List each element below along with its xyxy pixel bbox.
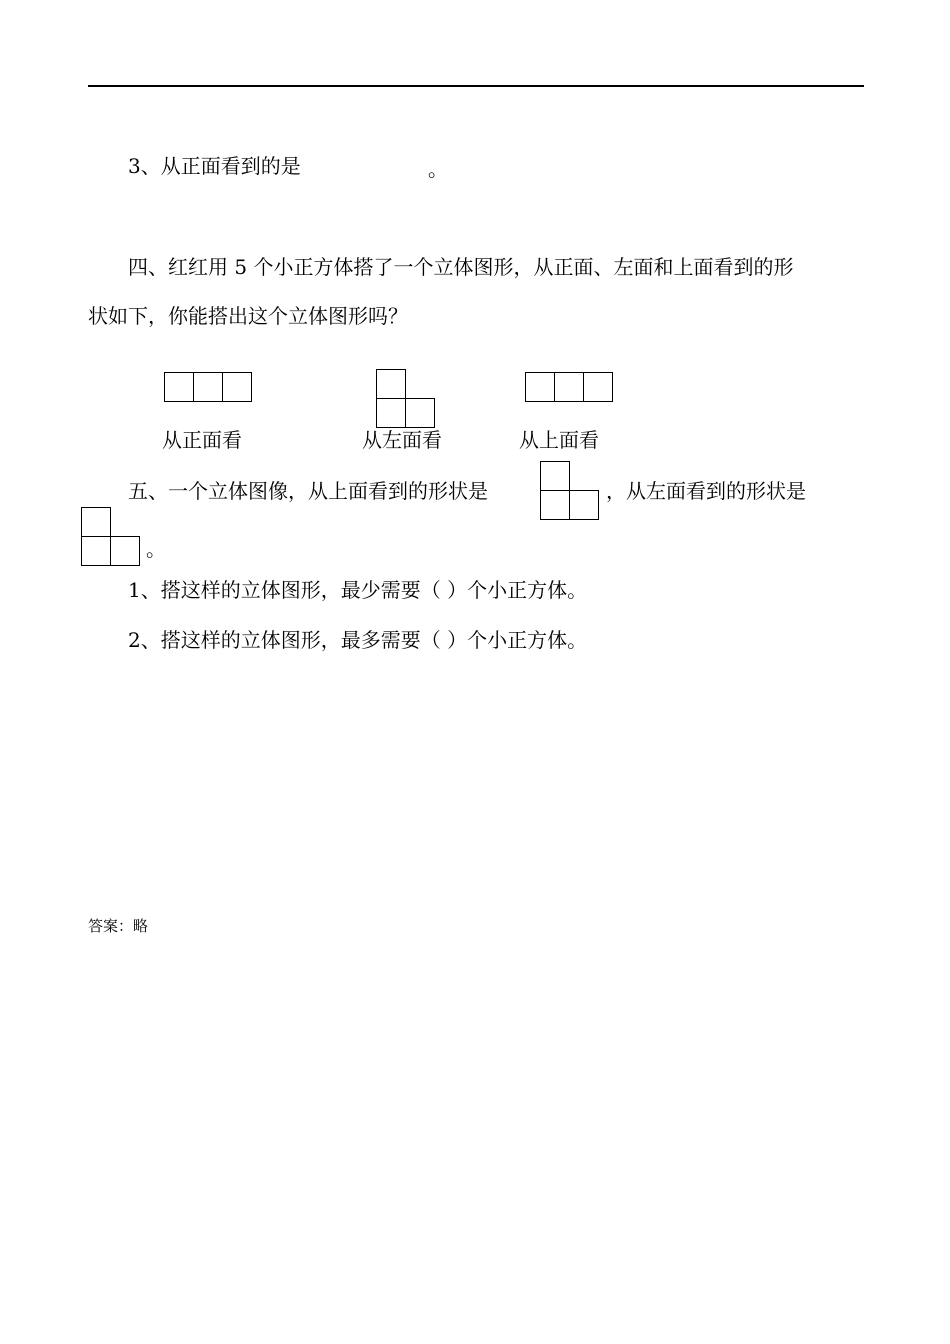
q4-label-left: 从左面看 xyxy=(362,428,442,452)
q4-left-cell xyxy=(376,369,406,399)
q4-line1: 四、红红用 5 个小正方体搭了一个立体图形，从正面、左面和上面看到的形 xyxy=(128,255,794,279)
q4-left-cell xyxy=(405,398,435,428)
q3-end: 。 xyxy=(428,157,448,181)
q5-top-cell xyxy=(569,490,599,520)
q4-label-front: 从正面看 xyxy=(162,428,242,452)
q5-left-cell xyxy=(81,507,111,537)
q4-front-cell xyxy=(222,372,252,402)
q5-line2-end: 。 xyxy=(146,537,166,561)
q4-left-cell xyxy=(376,398,406,428)
q4-top-view-shape xyxy=(525,372,613,402)
q4-top-cell xyxy=(525,372,555,402)
q5-line1-a: 五、一个立体图像，从上面看到的形状是 xyxy=(128,479,488,503)
q4-front-cell xyxy=(164,372,194,402)
q4-top-cell xyxy=(583,372,613,402)
q4-label-top: 从上面看 xyxy=(519,428,599,452)
answer-text: 答案：略 xyxy=(88,917,149,935)
q5-top-cell xyxy=(540,461,570,491)
q4-top-cell xyxy=(554,372,584,402)
q4-front-cell xyxy=(193,372,223,402)
header-rule xyxy=(88,85,864,87)
q5-top-view-shape xyxy=(540,461,599,520)
q5-line1-b: ，从左面看到的形状是 xyxy=(606,479,806,503)
q5-sub1: 1、搭这样的立体图形，最少需要（ ）个小正方体。 xyxy=(128,578,588,602)
q5-left-view-shape xyxy=(81,507,140,566)
q3-text: 3、从正面看到的是 xyxy=(128,154,301,178)
q5-sub2: 2、搭这样的立体图形，最多需要（ ）个小正方体。 xyxy=(128,628,588,652)
q5-left-cell xyxy=(81,536,111,566)
q5-left-cell xyxy=(110,536,140,566)
q4-line2: 状如下，你能搭出这个立体图形吗？ xyxy=(88,304,408,328)
q4-front-view-shape xyxy=(164,372,252,402)
q4-left-view-shape xyxy=(376,369,435,428)
q5-top-cell xyxy=(540,490,570,520)
